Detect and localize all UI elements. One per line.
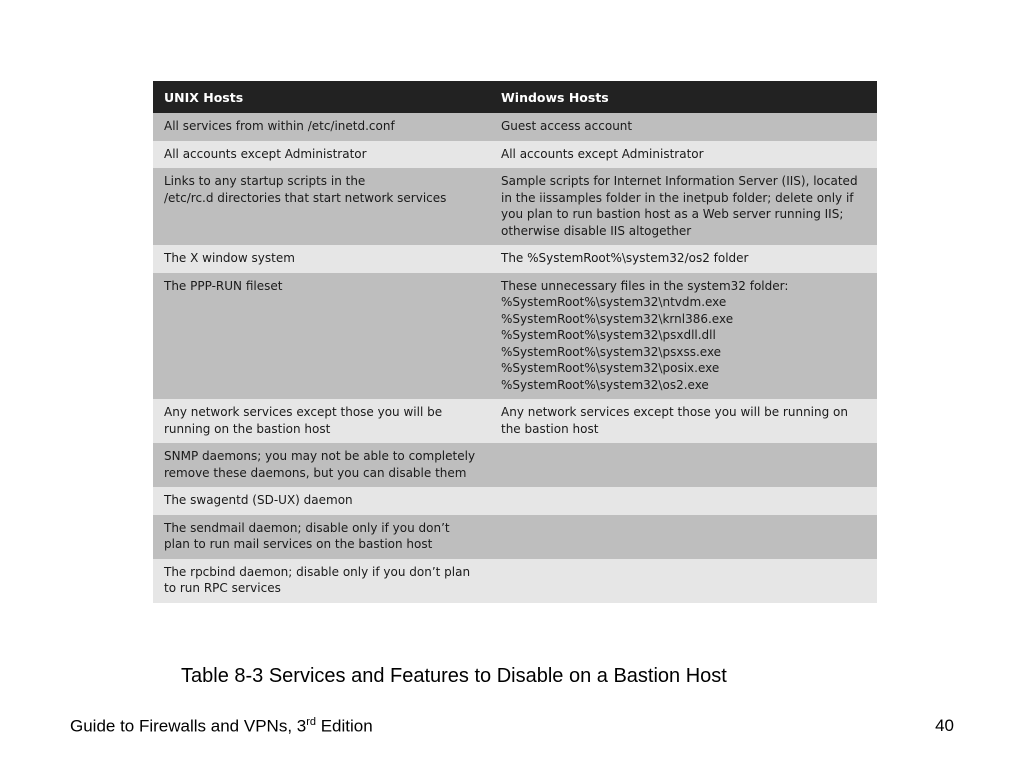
windows-cell: The %SystemRoot%\system32/os2 folder bbox=[490, 245, 877, 273]
table-row bbox=[153, 487, 877, 515]
table-row bbox=[153, 113, 877, 141]
unix-cell: The rpcbind daemon; disable only if you don’t plan to run RPC services bbox=[153, 559, 490, 603]
services-table bbox=[153, 81, 877, 603]
unix-cell: Any network services except those you will be running on the bastion host bbox=[153, 399, 490, 443]
unix-cell: The swagentd (SD-UX) daemon bbox=[153, 487, 490, 515]
unix-cell: The PPP-RUN fileset bbox=[153, 273, 490, 400]
table-caption: Table 8-3 Services and Features to Disable on a Bastion Host bbox=[181, 665, 727, 687]
page-number: 40 bbox=[935, 716, 954, 735]
unix-cell: The sendmail daemon; disable only if you don’t plan to run mail services on the bastion host bbox=[153, 515, 490, 559]
table-header-row bbox=[153, 81, 877, 113]
edition-text: Edition bbox=[316, 716, 373, 736]
table-row bbox=[153, 245, 877, 273]
windows-cell: Any network services except those you will be running on the bastion host bbox=[490, 399, 877, 443]
unix-cell: SNMP daemons; you may not be able to completely remove these daemons, but you can disable them bbox=[153, 443, 490, 487]
unix-cell: All accounts except Administrator bbox=[153, 141, 490, 169]
table-row bbox=[153, 559, 877, 603]
table-row bbox=[153, 399, 877, 443]
unix-cell: The X window system bbox=[153, 245, 490, 273]
windows-cell: These unnecessary files in the system32 folder: %SystemRoot%\system32\ntvdm.exe %SystemRoot%\system32\krnl386.exe %SystemRoot%\system32\psxdll.dll %SystemRoot%\system32\psxss.exe %SystemRoot%\system32\posix.exe %SystemRoot%\system32\os2.exe bbox=[490, 273, 877, 400]
windows-cell: Sample scripts for Internet Information Server (IIS), located in the iissamples folder in the inetpub folder; delete only if you plan to run bastion host as a Web server running IIS; otherwise disable IIS altogether bbox=[490, 168, 877, 245]
table-row bbox=[153, 168, 877, 245]
header-windows-hosts: Windows Hosts bbox=[490, 81, 877, 113]
unix-cell: All services from within /etc/inetd.conf bbox=[153, 113, 490, 141]
windows-cell: All accounts except Administrator bbox=[490, 141, 877, 169]
edition-superscript: rd bbox=[306, 716, 316, 728]
windows-cell bbox=[490, 443, 877, 487]
footer-book-title bbox=[70, 716, 373, 737]
book-title-text: Guide to Firewalls and VPNs, 3 bbox=[70, 716, 307, 736]
table-row bbox=[153, 141, 877, 169]
table-row bbox=[153, 443, 877, 487]
windows-cell: Guest access account bbox=[490, 113, 877, 141]
windows-cell bbox=[490, 559, 877, 603]
header-unix-hosts: UNIX Hosts bbox=[153, 81, 490, 113]
windows-cell bbox=[490, 515, 877, 559]
table-row bbox=[153, 273, 877, 400]
windows-cell bbox=[490, 487, 877, 515]
table-row bbox=[153, 515, 877, 559]
unix-cell: Links to any startup scripts in the /etc/rc.d directories that start network services bbox=[153, 168, 490, 245]
